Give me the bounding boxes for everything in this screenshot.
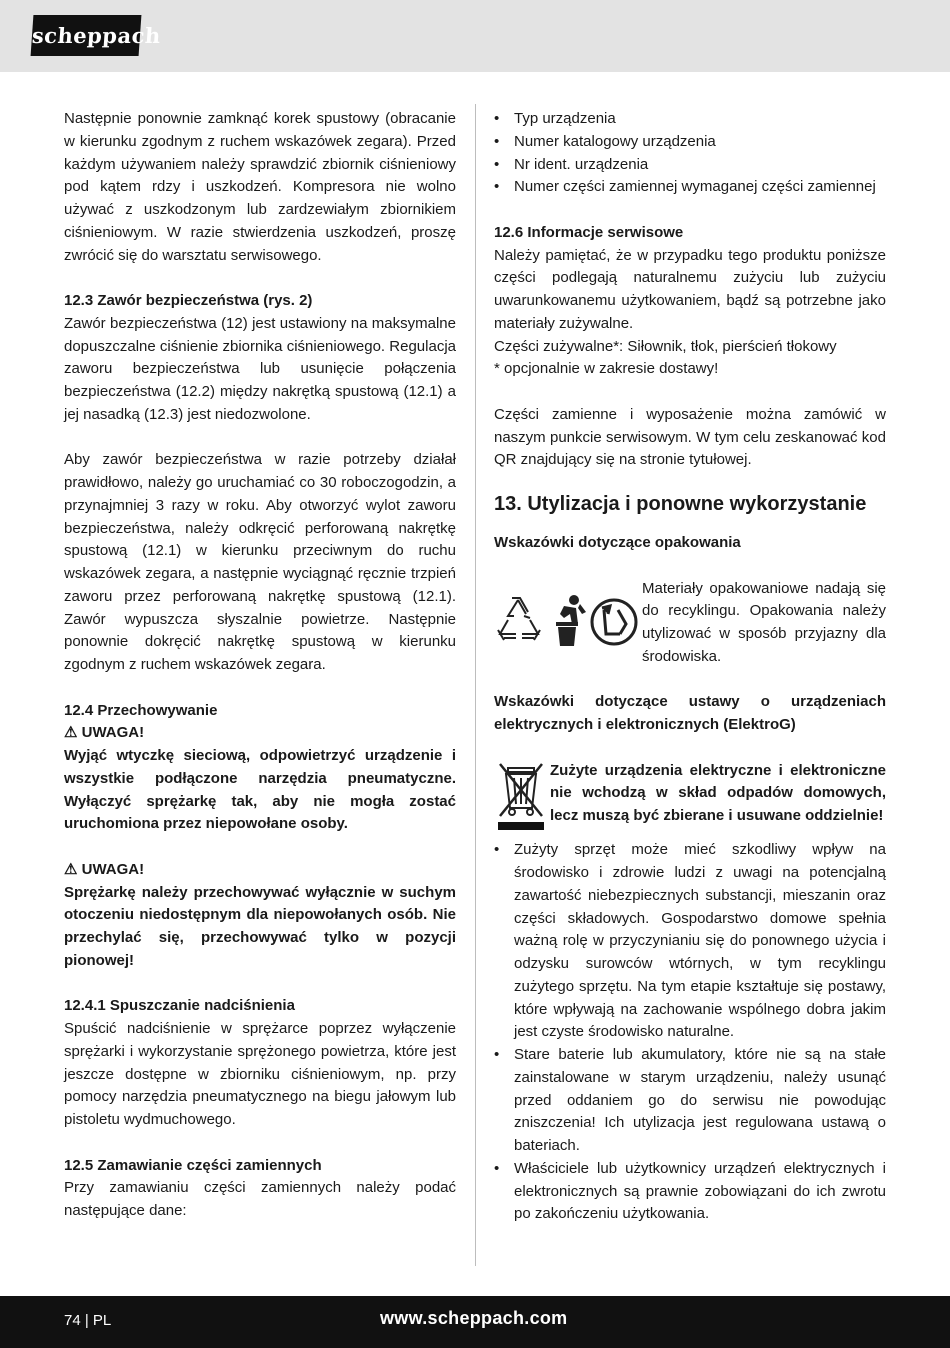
paragraph-optional-note: * opcjonalnie w zakresie dostawy! xyxy=(494,360,719,378)
right-column xyxy=(494,108,886,1226)
paragraph-consumables: Części zużywalne*: Siłownik, tłok, pierścień tłokowy xyxy=(494,337,837,355)
weee-list xyxy=(494,839,886,1226)
heading-packaging: Wskazówki dotyczące opakowania xyxy=(494,534,741,551)
paragraph-release-pressure: Spuścić nadciśnienie w sprężarce poprzez wyłączenie sprężarki i wykorzystanie sprężonego powietrza, które jest jeszcze dostępne w zbiorniku ciśnieniowym, np. przy pomocy narzędzia pneumatycznego na biegu jałowym lub pistoletu wydmuchowego. xyxy=(64,1020,456,1128)
warning-text-2: Sprężarkę należy przechowywać wyłącznie w suchym otoczeniu niedostępnym dla niepowołanych osób. Nie przechylać się, przechowywać tylko w pozycji pionowej! xyxy=(64,883,456,969)
scheppach-logo: scheppach xyxy=(31,15,142,56)
footer-bar xyxy=(0,1296,950,1348)
column-divider xyxy=(475,104,476,1266)
order-data-list xyxy=(494,108,886,199)
paragraph-order-service: Części zamienne i wyposażenie można zamówić w naszym punkcie serwisowym. W tym celu zeskanować kod QR znajdujący się na stronie tytułowej. xyxy=(494,405,886,469)
header-bar xyxy=(0,0,950,72)
left-column xyxy=(64,108,456,1223)
paragraph-ordering-parts: Przy zamawianiu części zamiennych należy podać następujące dane: xyxy=(64,1179,456,1219)
list-item: • Zużyty sprzęt może mieć szkodliwy wpływ na środowisko i zdrowie ludzi z uwagi na potencjalną zawartość niebezpiecznych substancji, mieszanin oraz części składowych. Gospodarstwo domowe spełnia ważną rolę w przyczynianiu się do ponownego użycia i odzysku surowców wtórnych, w tym recyklingu zużytego sprzętu. Na tym etapie kształtuje się postawy, które wpływają na zachowanie wspólnego dobra jakim jest czyste środowisko naturalne. xyxy=(494,841,886,1041)
crossed-bin-icon xyxy=(494,760,550,840)
packaging-icons xyxy=(494,590,642,650)
list-item: • Typ urządzenia xyxy=(494,110,616,127)
list-item: • Numer katalogowy urządzenia xyxy=(494,132,716,150)
recycling-icon xyxy=(498,598,540,640)
packaging-text: Materiały opakowaniowe nadają się do recyklingu. Opakowania należy utylizować w sposób przyjazny dla środowiska. xyxy=(642,579,886,665)
heading-12-6: 12.6 Informacje serwisowe xyxy=(494,223,684,241)
list-item: • Właściciele lub użytkownicy urządzeń elektrycznych i elektronicznych są prawnie zobowiązani do ich zwrotu po zakończeniu użytkowania. xyxy=(494,1159,886,1223)
paragraph-safety-valve-operation: Aby zawór bezpieczeństwa w razie potrzeby działał prawidłowo, należy go uruchamiać co 30 roboczogodzin, a przynajmniej 3 razy w roku. Aby otworzyć wylot zaworu bezpieczeństwa, należy odkręcić perforowaną nakrętkę spustową (12.1) w kierunku przeciwnym do ruchu wskazówek zegara, a następnie wyciągnąć ręcznie trzpień zaworu przez perforowaną nakrętkę spustową (12.1). Zawór wypuszcza słyszalnie powietrze. Następnie ponownie dokręcić nakrętkę spustową w kierunku zgodnym z ruchem wskazówek zegara. xyxy=(64,451,456,673)
list-item: • Stare baterie lub akumulatory, które nie są na stałe zainstalowane w starym urządzeniu, należy usunąć przed oddaniem go do serwisu nie powodując zniszczenia! Ich utylizacja jest regulowana ustawą o bateriach. xyxy=(494,1046,886,1154)
website-link[interactable]: www.scheppach.com xyxy=(380,1308,568,1328)
list-item: • Numer części zamiennej wymaganej części zamiennej xyxy=(494,178,876,196)
heading-12-3: 12.3 Zawór bezpieczeństwa (rys. 2) xyxy=(64,292,313,309)
warning-label-2: ⚠ UWAGA! xyxy=(64,860,145,878)
heading-12-4-1: 12.4.1 Spuszczanie nadciśnienia xyxy=(64,997,295,1015)
heading-13: 13. Utylizacja i ponowne wykorzystanie xyxy=(494,493,867,515)
heading-weee: Wskazówki dotyczące ustawy o urządzeniach elektrycznych i elektronicznych (ElektroG) xyxy=(494,693,886,733)
paragraph-safety-valve: Zawór bezpieczeństwa (12) jest ustawiony na maksymalne dopuszczalne ciśnienie zbiornika ciśnieniowego. Regulacja zaworu bezpieczeństwa lub usunięcie połączenia bezpieczeństwa (12.2) między nakrętką spustową (12.1) a jej nasadką (12.3) jest niedozwolone. xyxy=(64,314,456,423)
heading-12-4: 12.4 Przechowywanie xyxy=(64,701,218,719)
paragraph-drain-plug: Następnie ponownie zamknąć korek spustowy (obracanie w kierunku zgodnym z ruchem wskazówek zegara). Przed każdym używaniem należy sprawdzić zbiornik ciśnieniowy pod kątem rdzy i uszkodzeń. Kompresora nie wolno używać z uszkodzonym lub zardzewiałym zbiornikiem ciśnieniowym. W razie stwierdzenia uszkodzeń, proszę zwrócić się do warsztatu serwisowego. xyxy=(64,110,456,264)
weee-warning-text: Zużyte urządzenia elektryczne i elektroniczne nie wchodzą w skład odpadów domowych, lecz muszą być zbierane i usuwane oddzielnie! xyxy=(550,761,886,824)
packaging-block xyxy=(494,578,886,669)
paragraph-wear-parts: Należy pamiętać, że w przypadku tego produktu poniższe części podlegają naturalnemu zużyciu lub zużyciu uwarunkowanemu użytkowaniem, bądź są potrzebne jako materiały zużywalne. xyxy=(494,246,886,332)
heading-12-5: 12.5 Zamawianie części zamiennych xyxy=(64,1156,322,1174)
weee-block xyxy=(494,760,886,840)
warning-text-1: Wyjąć wtyczkę sieciową, odpowietrzyć urządzenie i wszystkie podłączone narzędzia pneumatyczne. Wyłączyć sprężarkę tak, aby nie mogła zostać uruchomiona przez niepowołane osoby. xyxy=(64,747,456,833)
recycle-logo-icon xyxy=(592,600,636,644)
page-number: 74 | PL xyxy=(64,1312,112,1329)
warning-label-1: ⚠ UWAGA! xyxy=(64,724,145,742)
tidyman-icon xyxy=(556,595,586,646)
list-item: • Nr ident. urządzenia xyxy=(494,155,649,173)
